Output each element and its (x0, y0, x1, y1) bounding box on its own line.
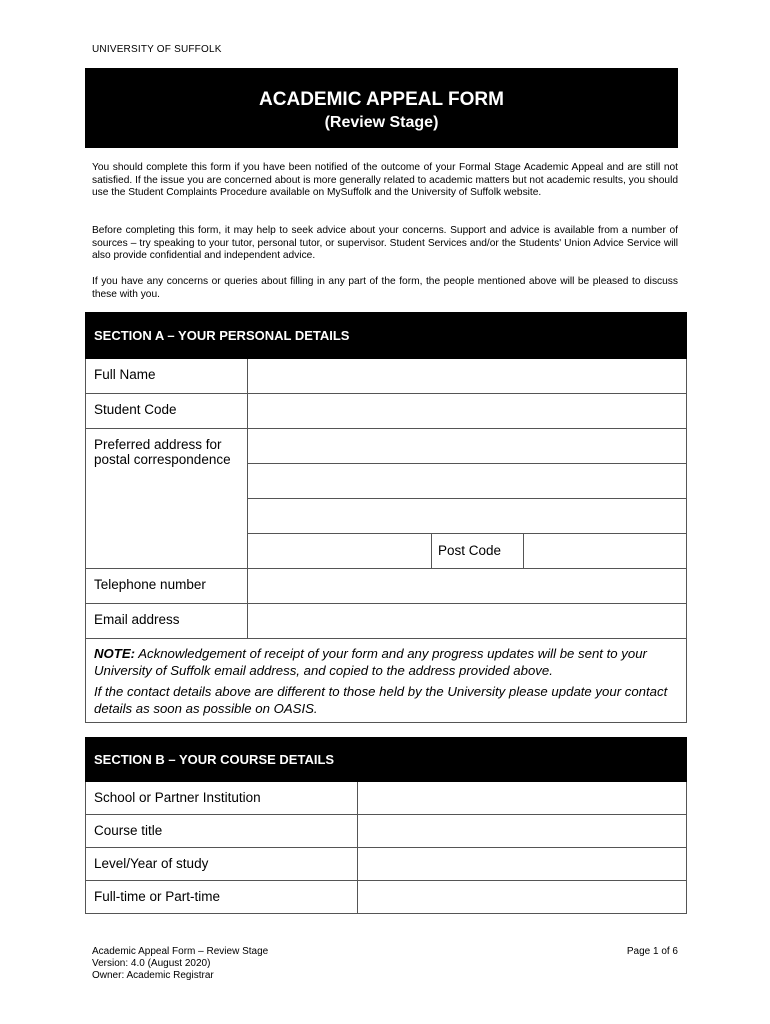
address-line-4-field[interactable] (248, 534, 432, 569)
intro-paragraph-1: You should complete this form if you have been notified of the outcome of your Formal Stage Academic Appeal and are still not satisfied. If the issue you are concerned about is more generally related to academic matters but not academic results, you should use the Student Complaints Procedure available on MySuffolk and the University of Suffolk website. (92, 162, 678, 198)
note-label: NOTE: (94, 646, 136, 661)
address-line-1-field[interactable] (248, 429, 687, 464)
intro-paragraph-2: Before completing this form, it may help to seek advice about your concerns. Support and advice is available from a number of sources – try speaking to your tutor, personal tutor, or supervisor. Student Services and/or the Students' Union Advice Service will also provide confidential and independent advice. (92, 225, 678, 261)
footer-owner: Owner: Academic Registrar (92, 970, 214, 981)
school-field[interactable] (358, 782, 687, 815)
address-line-3-field[interactable] (248, 499, 687, 534)
full-name-field[interactable] (248, 359, 687, 394)
form-title: ACADEMIC APPEAL FORM (259, 89, 504, 110)
mode-field[interactable] (358, 881, 687, 914)
form-title-banner (85, 68, 678, 148)
footer-title: Academic Appeal Form – Review Stage (92, 946, 269, 957)
school-label: School or Partner Institution (86, 782, 358, 815)
contact-note (86, 639, 687, 723)
institution-header: UNIVERSITY OF SUFFOLK (92, 44, 222, 55)
section-b-heading: SECTION B – YOUR COURSE DETAILS (86, 738, 687, 782)
post-code-label: Post Code (432, 534, 524, 569)
form-subtitle: (Review Stage) (324, 114, 439, 131)
address-line-2-field[interactable] (248, 464, 687, 499)
telephone-label: Telephone number (86, 569, 248, 604)
section-b-table (85, 737, 687, 914)
telephone-field[interactable] (248, 569, 687, 604)
note-text: Acknowledgement of receipt of your form and any progress updates will be sent to your University of Suffolk email address, and copied to the address provided above. (94, 646, 647, 678)
intro-paragraph-3: If you have any concerns or queries about filling in any part of the form, the people mentioned above will be pleased to discuss these with you. (92, 276, 678, 300)
level-field[interactable] (358, 848, 687, 881)
level-label: Level/Year of study (86, 848, 358, 881)
page-number: Page 1 of 6 (626, 946, 678, 957)
note-text-2: If the contact details above are different to those held by the University please update your contact details as soon as possible on OASIS. (94, 684, 668, 716)
section-a-table (85, 312, 687, 723)
student-code-label: Student Code (86, 394, 248, 429)
course-title-field[interactable] (358, 815, 687, 848)
document-footer (92, 946, 268, 982)
section-a-heading: SECTION A – YOUR PERSONAL DETAILS (86, 313, 687, 359)
email-field[interactable] (248, 604, 687, 639)
course-title-label: Course title (86, 815, 358, 848)
full-name-label: Full Name (86, 359, 248, 394)
footer-version: Version: 4.0 (August 2020) (92, 958, 211, 969)
post-code-field[interactable] (524, 534, 687, 569)
address-label: Preferred address for postal correspondence (86, 429, 248, 569)
student-code-field[interactable] (248, 394, 687, 429)
mode-label: Full-time or Part-time (86, 881, 358, 914)
email-label: Email address (86, 604, 248, 639)
